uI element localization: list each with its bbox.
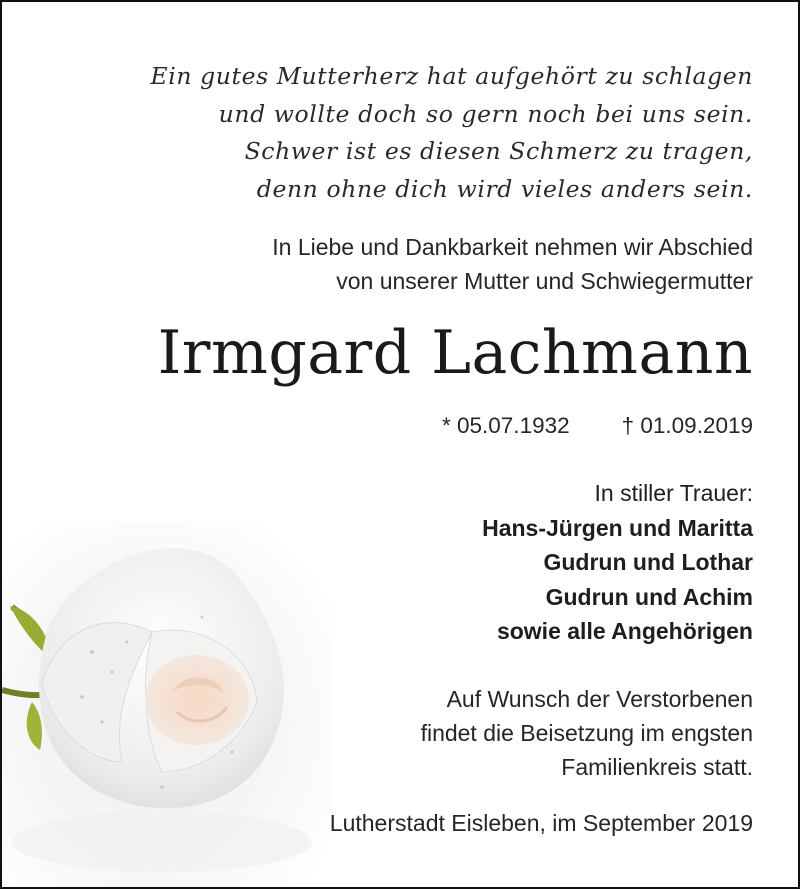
burial-line: Familienkreis statt.	[561, 754, 753, 780]
burial-line: Auf Wunsch der Verstorbenen	[446, 686, 753, 712]
deceased-name: Irmgard Lachmann	[157, 318, 753, 388]
mourner-name: sowie alle Angehörigen	[496, 618, 753, 644]
place-and-date: Lutherstadt Eisleben, im September 2019	[329, 810, 753, 836]
poem-line: Schwer ist es diesen Schmerz zu tragen,	[244, 137, 753, 165]
mourner-name: Gudrun und Achim	[545, 583, 753, 610]
intro-line: von unserer Mutter und Schwiegermutter	[336, 268, 753, 294]
mourner-name: Hans-Jürgen und Maritta	[482, 514, 753, 541]
life-dates	[442, 409, 753, 443]
intro-line: In Liebe und Dankbarkeit nehmen wir Abschied	[272, 234, 753, 260]
mourners-heading: In stiller Trauer:	[594, 480, 753, 506]
poem	[150, 58, 753, 208]
death-date: † 01.09.2019	[621, 413, 753, 438]
poem-line: Ein gutes Mutterherz hat aufgehört zu schlagen	[150, 62, 753, 90]
mourner-name: Gudrun und Lothar	[543, 549, 753, 575]
mourners-list	[482, 476, 753, 649]
farewell-intro	[272, 230, 753, 298]
poem-line: denn ohne dich wird vieles anders sein.	[256, 174, 753, 203]
burial-note	[421, 682, 753, 784]
burial-line: findet die Beisetzung im engsten	[420, 720, 753, 746]
poem-line: und wollte doch so gern noch bei uns sein.	[218, 99, 753, 128]
birth-date: * 05.07.1932	[442, 413, 570, 438]
white-rose-image	[2, 522, 332, 887]
